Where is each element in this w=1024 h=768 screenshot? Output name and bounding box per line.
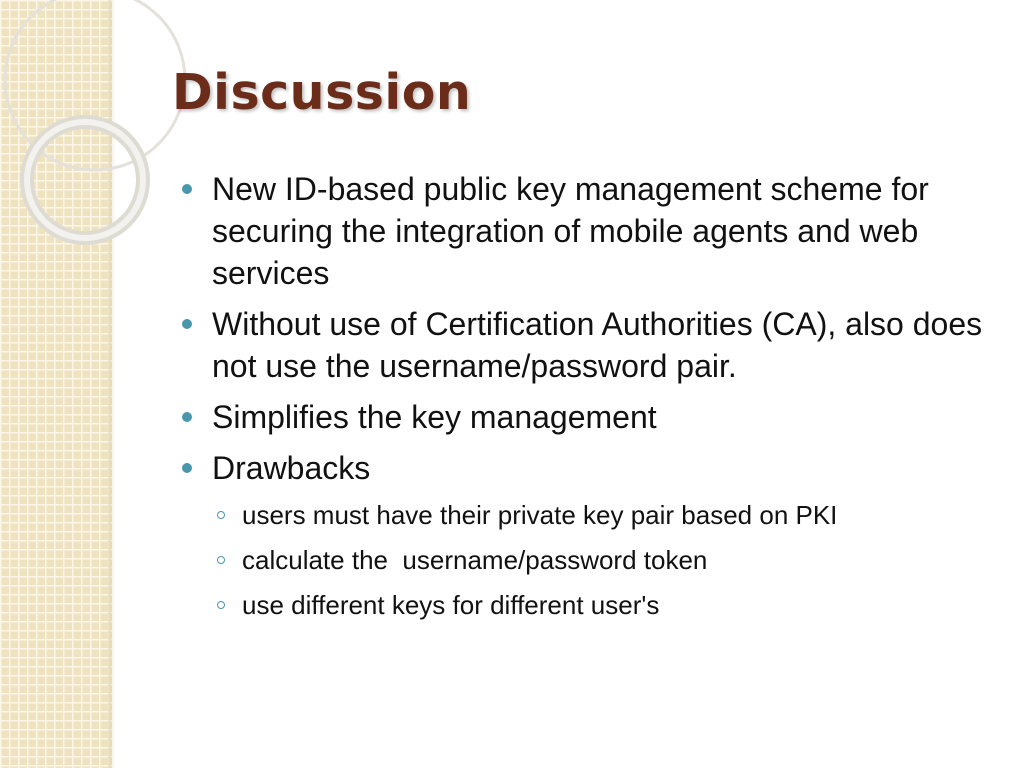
bullet-text: Simplifies the key management (212, 399, 657, 435)
sub-bullet-circle-icon (217, 556, 225, 564)
bullet-text: New ID-based public key management scheme for securing the integration of mobile agents and web services (212, 171, 929, 291)
bullet-text: Drawbacks (212, 450, 371, 486)
sub-bullet-text: use different keys for different user's (242, 590, 660, 620)
sub-list-item (180, 588, 1000, 622)
slide-title: Discussion (172, 64, 472, 121)
list-item (180, 303, 1000, 387)
bullet-dot-icon (182, 463, 192, 473)
bullet-dot-icon (182, 412, 192, 422)
bullet-dot-icon (182, 319, 192, 329)
list-item (180, 447, 1000, 489)
sub-bullet-circle-icon (217, 511, 225, 519)
sub-bullet-text: users must have their private key pair based on PKI (242, 500, 838, 530)
bullet-dot-icon (182, 184, 192, 194)
sub-list-item (180, 498, 1000, 532)
list-item (180, 396, 1000, 438)
decorative-rings (0, 0, 200, 300)
bullet-list (180, 168, 1000, 633)
bullet-text: Without use of Certification Authorities (CA), also does not use the username/password pair. (212, 306, 983, 384)
sub-bullet-circle-icon (217, 601, 225, 609)
sub-bullet-text: calculate the username/password token (242, 545, 708, 575)
list-item (180, 168, 1000, 294)
sub-list-item (180, 543, 1000, 577)
decorative-ring-small-inner (27, 122, 143, 238)
